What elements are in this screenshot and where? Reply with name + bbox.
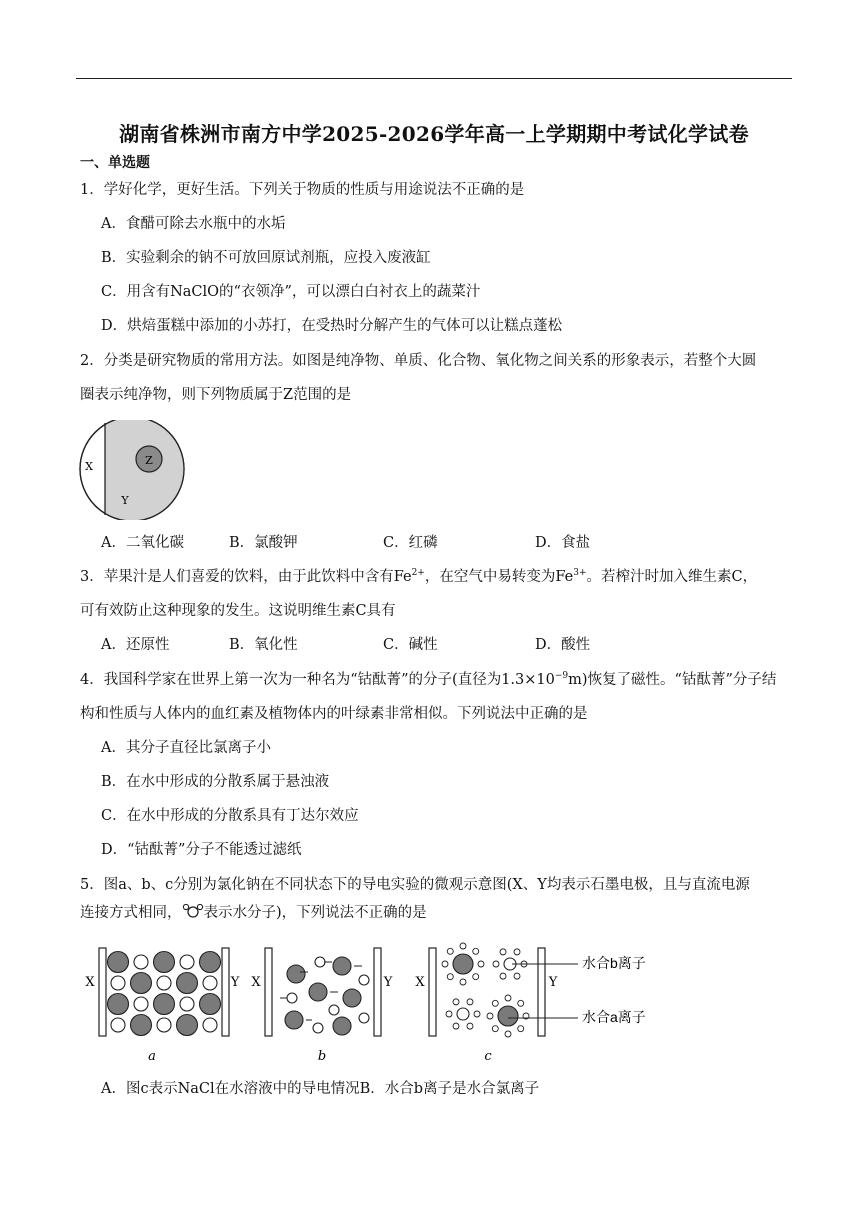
q4-option-c: C．在水中形成的分散系具有丁达尔效应 [101, 808, 359, 824]
water-molecule [474, 1011, 480, 1017]
panel-c-solution [415, 943, 645, 1064]
panel-a-solid-lattice [85, 948, 239, 1064]
water-molecule [447, 948, 453, 954]
water-molecule [447, 974, 453, 980]
q5-options-a-b: A．图c表示NaCl在水溶液中的导电情况B．水合b离子是水合氯离子 [101, 1081, 540, 1097]
question-5-stem-line2: 连接方式相同， 表示水分子)，下列说法不正确的是 [80, 905, 427, 921]
lattice-ion [154, 952, 175, 973]
q3-option-b: B．氧化性 [229, 637, 298, 653]
panel-c-label-x: X [415, 975, 425, 990]
lattice-ion [177, 1015, 198, 1036]
q1-option-b: B．实验剩余的钠不可放回原试剂瓶，应投入废液缸 [101, 250, 431, 266]
water-molecule [514, 949, 520, 955]
water-molecule [487, 1013, 493, 1019]
hydrated-a-ion-label: 水合a离子 [582, 1009, 646, 1025]
panel-a-label-y: Y [230, 975, 240, 990]
lattice-ion [134, 955, 148, 969]
water-molecule [500, 973, 506, 979]
panel-b-label-y: Y [383, 975, 393, 990]
question-4-stem-line2: 构和性质与人体内的血红素及植物体内的叶绿素非常相似。下列说法中正确的是 [80, 706, 588, 722]
question-2-stem-line1: 2．分类是研究物质的常用方法。如图是纯净物、单质、化合物、氧化物之间关系的形象表示，若整个大圆 [80, 353, 757, 369]
water-molecule [442, 961, 448, 967]
lattice-ion [131, 1015, 152, 1036]
water-molecule [478, 961, 484, 967]
q2-label-y: Y [121, 494, 129, 507]
lattice-ion [131, 973, 152, 994]
water-molecule [500, 949, 506, 955]
header-rule [76, 78, 792, 79]
lattice-ion [203, 1018, 217, 1032]
water-molecule [514, 973, 520, 979]
question-3-stem-line2: 可有效防止这种现象的发生。这说明维生素C具有 [80, 603, 396, 619]
water-molecule [505, 995, 511, 1001]
lattice-ion [108, 952, 129, 973]
q2-option-b: B．氯酸钾 [229, 535, 298, 551]
lattice-ion [200, 952, 221, 973]
q2-option-d: D．食盐 [535, 535, 591, 551]
lattice-ion [203, 976, 217, 990]
q1-option-c: C．用含有NaClO的“衣领净”，可以漂白白衬衣上的蔬菜汁 [101, 284, 481, 300]
lattice-ion [154, 994, 175, 1015]
panel-b-caption: b [317, 1049, 327, 1064]
section-heading: 一、单选题 [80, 155, 150, 171]
lattice-ion [111, 976, 125, 990]
water-molecule [492, 1000, 498, 1006]
q1-option-a: A．食醋可除去水瓶中的水垢 [101, 216, 286, 232]
lattice-ion [111, 1018, 125, 1032]
water-molecule [518, 1026, 524, 1032]
q3-option-a: A．还原性 [101, 637, 170, 653]
water-molecule [467, 999, 473, 1005]
question-1-stem: 1．学好化学，更好生活。下列关于物质的性质与用途说法不正确的是 [80, 182, 525, 198]
question-5-stem-line1: 5．图a、b、c分别为氯化钠在不同状态下的导电实验的微观示意图(X、Y均表示石墨电极，且与直流电源 [80, 877, 750, 893]
water-molecule [473, 948, 479, 954]
water-molecule [492, 1026, 498, 1032]
lattice-ion [180, 955, 194, 969]
q2-label-z: Z [145, 454, 153, 467]
hydrated-ion-core [498, 1006, 518, 1026]
panel-b-molten [251, 948, 392, 1064]
q5-nacl-conduction-diagram [80, 936, 680, 1070]
water-molecule [473, 974, 479, 980]
q2-label-x: X [85, 460, 93, 473]
water-molecule [453, 999, 459, 1005]
water-molecule [493, 961, 499, 967]
water-molecule [467, 1023, 473, 1029]
lattice-ion [200, 994, 221, 1015]
q3-option-c: C．碱性 [383, 637, 438, 653]
question-3-stem-line1: 3．苹果汁是人们喜爱的饮料，由于此饮料中含有$Fe^{2+}$，在空气中易转变为$Fe^{3+}$。若榨汁时加入维生素C， [80, 568, 758, 585]
lattice-ion [108, 994, 129, 1015]
water-molecule [446, 1011, 452, 1017]
hydrated-b-ion-label: 水合b离子 [582, 955, 646, 971]
q4-option-a: A．其分子直径比氯离子小 [101, 740, 271, 756]
panel-a-caption: a [148, 1049, 156, 1064]
q2-option-a: A．二氧化碳 [101, 535, 184, 551]
water-molecule-icon [182, 903, 204, 919]
q4-option-d: D．“钴酞菁”分子不能透过滤纸 [101, 842, 302, 858]
water-molecule [460, 943, 466, 949]
water-molecule [460, 979, 466, 985]
q2-set-diagram [78, 420, 190, 520]
water-molecule [505, 1031, 511, 1037]
question-4-stem-line1: 4．我国科学家在世界上第一次为一种名为“钴酞菁”的分子(直径为$1.3\times 10^{-9}m$)恢复了磁性。“钴酞菁”分子结 [80, 671, 777, 688]
page-title: 湖南省株洲市南方中学2025-2026学年高一上学期期中考试化学试卷 [119, 122, 749, 146]
water-molecule [453, 1023, 459, 1029]
lattice-ion [180, 997, 194, 1011]
water-molecule [518, 1000, 524, 1006]
panel-c-caption: c [484, 1049, 492, 1064]
lattice-ion [157, 976, 171, 990]
q4-option-b: B．在水中形成的分散系属于悬浊液 [101, 774, 330, 790]
hydrated-ion-core [457, 1008, 469, 1020]
q2-option-c: C．红磷 [383, 535, 438, 551]
panel-c-label-y: Y [548, 975, 558, 990]
lattice-ion [157, 1018, 171, 1032]
q3-option-d: D．酸性 [535, 637, 591, 653]
q1-option-d: D．烘焙蛋糕中添加的小苏打，在受热时分解产生的气体可以让糕点蓬松 [101, 318, 563, 334]
question-2-stem-line2: 圈表示纯净物，则下列物质属于Z范围的是 [80, 387, 352, 403]
panel-b-label-x: X [251, 975, 261, 990]
panel-a-label-x: X [85, 975, 95, 990]
hydrated-ion-core [453, 954, 473, 974]
lattice-ion [134, 997, 148, 1011]
lattice-ion [177, 973, 198, 994]
